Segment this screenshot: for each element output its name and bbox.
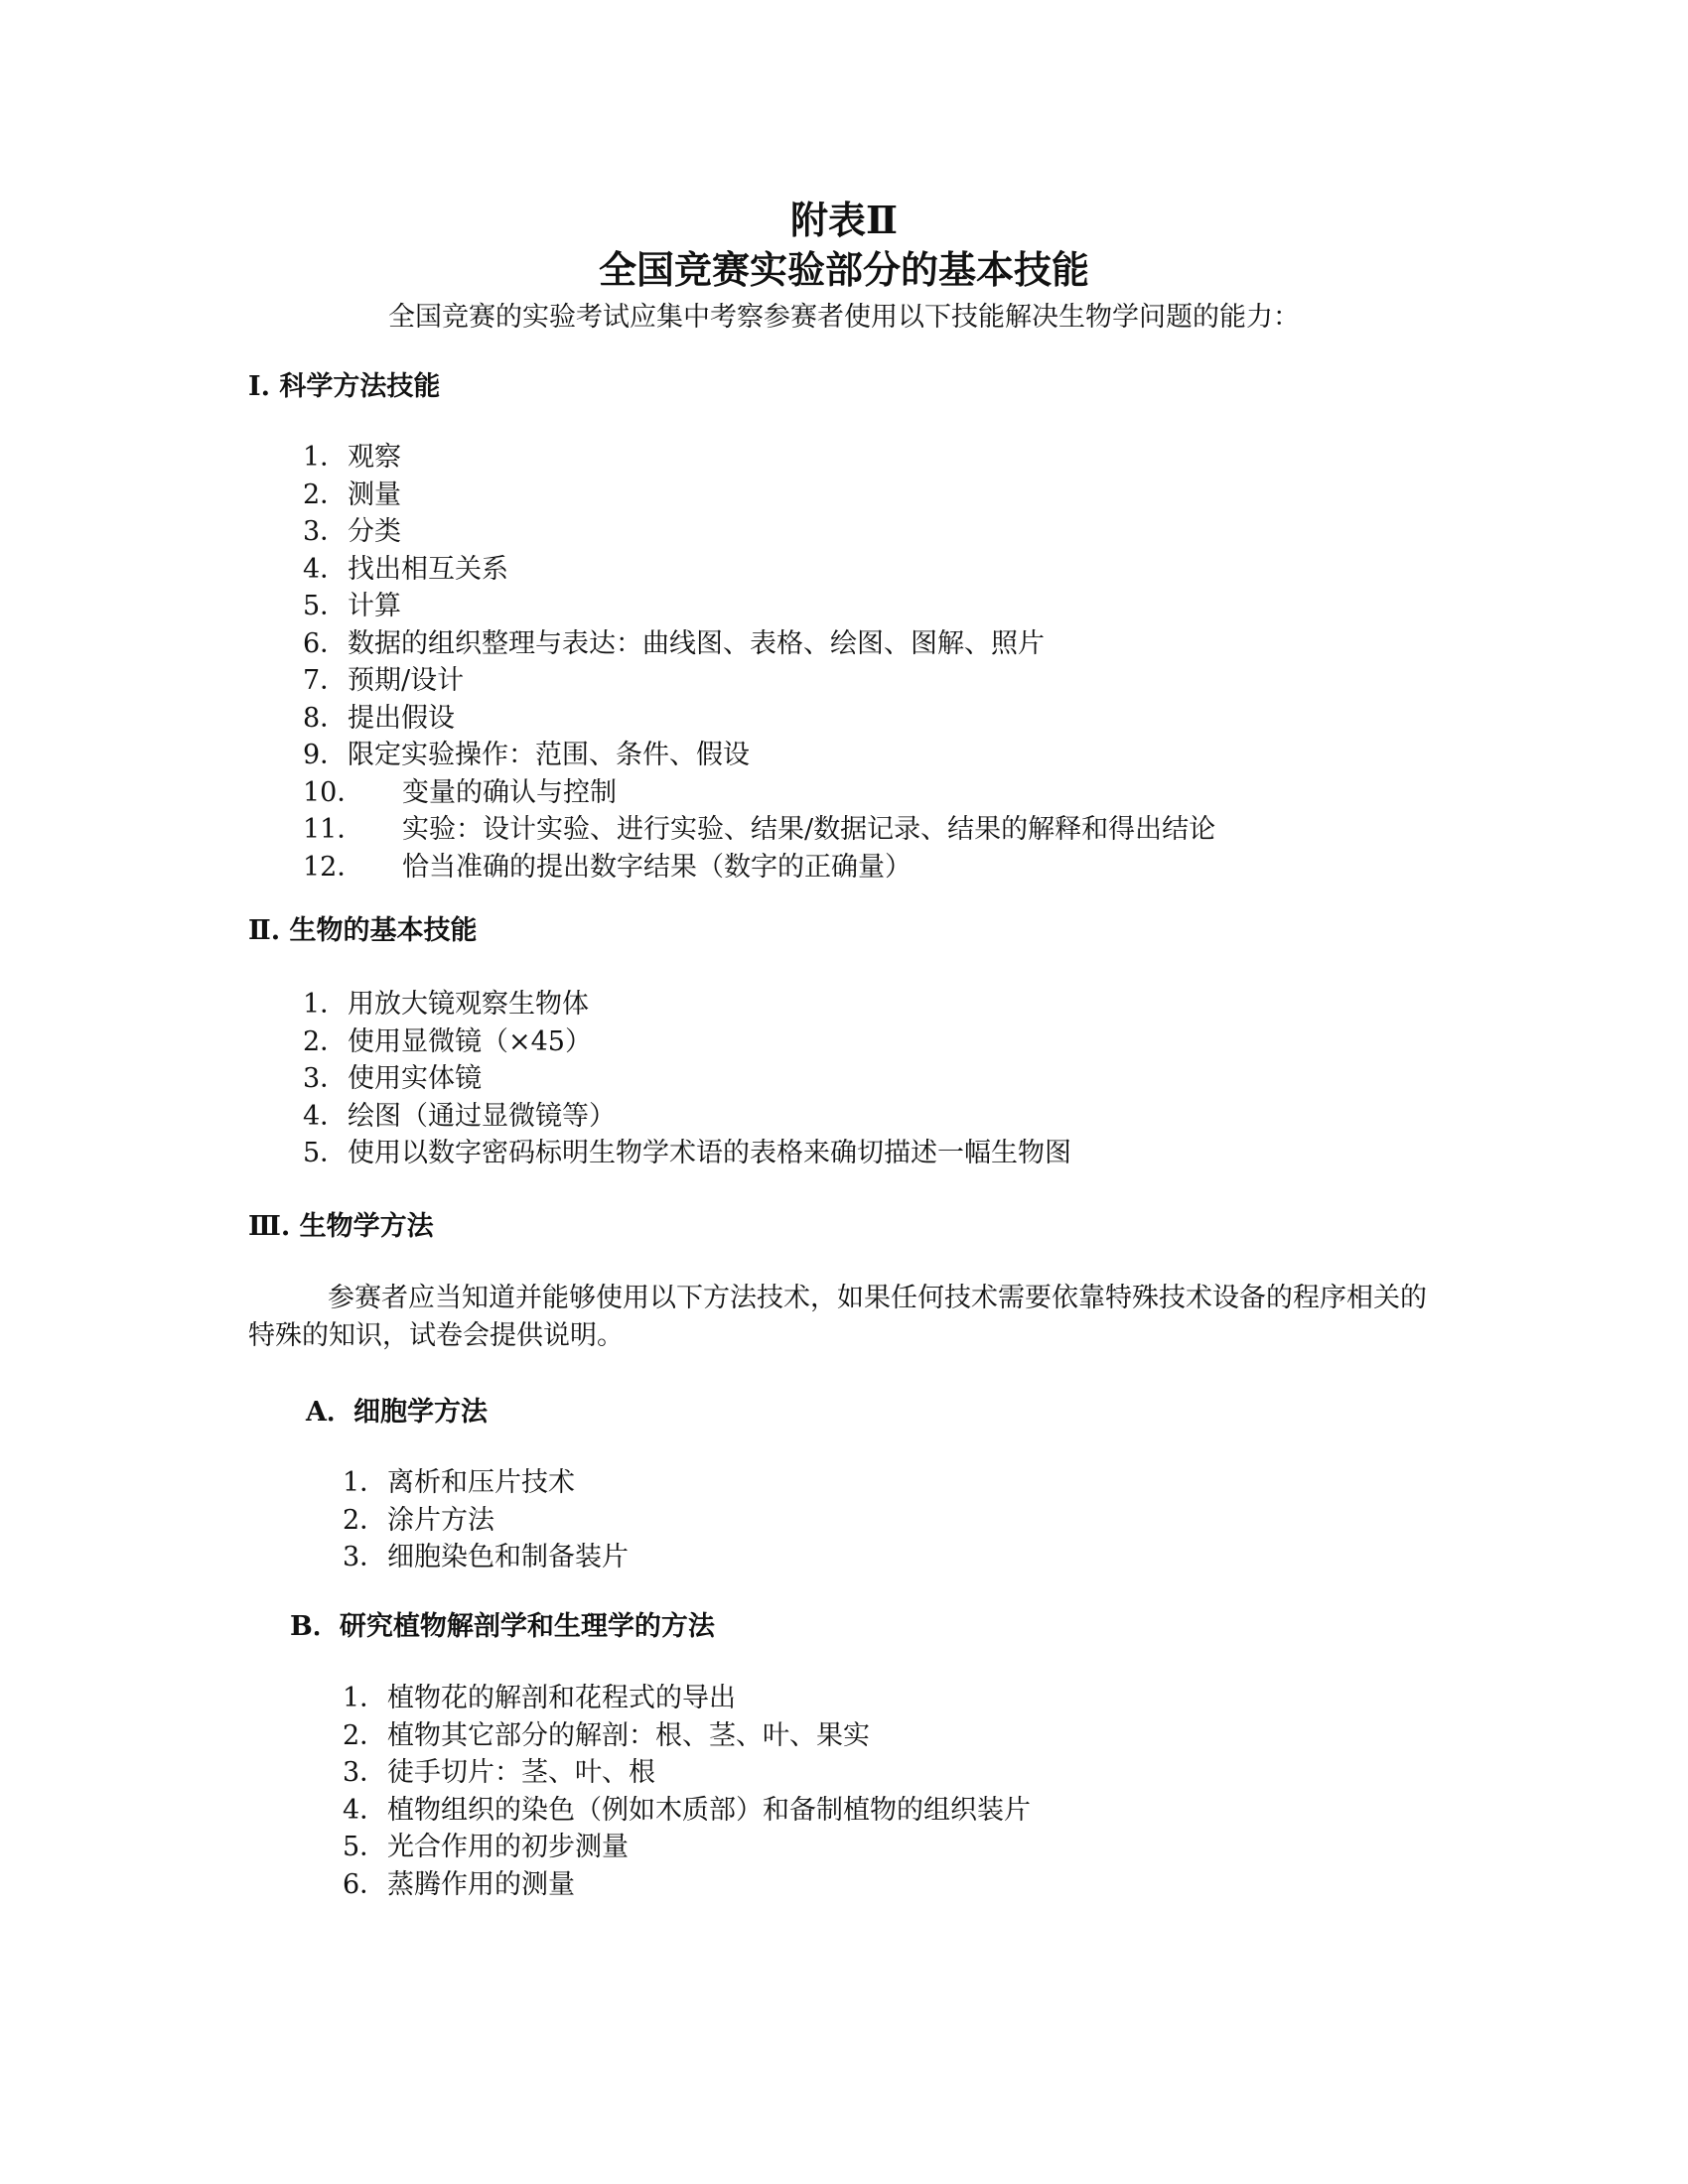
list-item — [343, 1539, 629, 1576]
section-3-paragraph: 参赛者应当知道并能够使用以下方法技术，如果任何技术需要依靠特殊技术设备的程序相关的特殊的知识，试卷会提供说明。 — [248, 1283, 1427, 1351]
list-item — [303, 513, 1215, 551]
item-number: 2． — [303, 1025, 348, 1057]
item-number: 7． — [303, 665, 348, 696]
list-item — [343, 1792, 1031, 1830]
item-text: 分类 — [348, 516, 401, 547]
item-text: 用放大镜观察生物体 — [348, 989, 589, 1020]
item-text: 使用显微镜（×45） — [348, 1025, 592, 1057]
list-item — [303, 662, 1215, 700]
appendix-title: 附表Ⅱ — [789, 198, 899, 242]
item-number: 3． — [343, 1542, 387, 1572]
item-text: 数据的组织整理与表达：曲线图、表格、绘图、图解、照片 — [348, 627, 1045, 659]
item-number: 2． — [343, 1719, 387, 1751]
list-item — [303, 700, 1215, 738]
list-item — [303, 849, 1215, 887]
item-text: 植物花的解剖和花程式的导出 — [387, 1683, 736, 1713]
item-number: 5． — [303, 591, 348, 621]
section-2-list — [303, 986, 1071, 1172]
item-text: 变量的确认与控制 — [402, 776, 617, 808]
intro-text: 全国竞赛的实验考试应集中考察参赛者使用以下技能解决生物学问题的能力： — [388, 302, 1300, 333]
item-text: 预期/设计 — [348, 665, 465, 696]
item-number: 3． — [303, 1063, 348, 1094]
item-number: 1． — [303, 989, 348, 1020]
item-number: 6． — [303, 627, 348, 659]
item-text: 测量 — [348, 478, 401, 510]
item-text: 恰当准确的提出数字结果（数字的正确量） — [402, 851, 912, 883]
item-text: 蒸腾作用的测量 — [387, 1868, 575, 1900]
list-item — [303, 625, 1215, 663]
list-item — [343, 1502, 629, 1540]
item-number: 4． — [303, 1100, 348, 1132]
item-number: 1． — [303, 442, 348, 473]
list-item — [343, 1754, 1031, 1792]
item-text: 观察 — [348, 442, 401, 473]
list-item — [303, 811, 1215, 849]
item-number: 5． — [343, 1832, 387, 1862]
item-number: 10． — [303, 776, 364, 808]
subsection-a-heading: A．细胞学方法 — [306, 1397, 488, 1428]
list-item — [303, 774, 1215, 812]
item-text: 离析和压片技术 — [387, 1467, 575, 1498]
item-text: 找出相互关系 — [348, 553, 508, 585]
subsection-b-list — [343, 1680, 1031, 1903]
item-number: 3． — [343, 1757, 387, 1788]
item-text: 使用以数字密码标明生物学术语的表格来确切描述一幅生物图 — [348, 1138, 1071, 1168]
item-number: 8． — [303, 702, 348, 734]
item-text: 计算 — [348, 591, 401, 621]
section-3-heading: Ⅲ. 生物学方法 — [248, 1211, 434, 1242]
section-1-list — [303, 439, 1215, 886]
list-item — [343, 1866, 1031, 1904]
list-item — [303, 1060, 1071, 1098]
item-text: 细胞染色和制备装片 — [387, 1542, 629, 1572]
item-text: 提出假设 — [348, 702, 455, 734]
item-text: 徒手切片：茎、叶、根 — [387, 1757, 655, 1788]
item-number: 6． — [343, 1868, 387, 1900]
subsection-b-heading: B．研究植物解剖学和生理学的方法 — [290, 1611, 715, 1642]
list-item — [303, 588, 1215, 625]
item-number: 12． — [303, 851, 364, 883]
item-number: 2． — [303, 478, 348, 510]
list-item — [303, 477, 1215, 514]
item-number: 2． — [343, 1504, 387, 1536]
list-item — [303, 1135, 1071, 1172]
list-item — [303, 986, 1071, 1024]
item-text: 植物其它部分的解剖：根、茎、叶、果实 — [387, 1719, 870, 1751]
page-title: 全国竞赛实验部分的基本技能 — [598, 247, 1089, 292]
item-number: 9． — [303, 740, 348, 770]
item-number: 3． — [303, 516, 348, 547]
item-number: 4． — [343, 1794, 387, 1826]
item-number: 1． — [343, 1467, 387, 1498]
list-item — [343, 1829, 1031, 1866]
item-text: 涂片方法 — [387, 1504, 494, 1536]
list-item — [303, 439, 1215, 477]
item-text: 限定实验操作：范围、条件、假设 — [348, 740, 750, 770]
item-text: 植物组织的染色（例如木质部）和备制植物的组织装片 — [387, 1794, 1031, 1826]
list-item — [303, 737, 1215, 774]
item-text: 使用实体镜 — [348, 1063, 482, 1094]
list-item — [343, 1717, 1031, 1755]
list-item — [303, 1024, 1071, 1061]
list-item — [343, 1680, 1031, 1717]
list-item — [303, 1098, 1071, 1136]
item-text: 实验：设计实验、进行实验、结果/数据记录、结果的解释和得出结论 — [402, 814, 1216, 845]
subsection-a-list — [343, 1464, 629, 1576]
item-number: 1． — [343, 1683, 387, 1713]
section-2-heading: Ⅱ. 生物的基本技能 — [248, 915, 478, 946]
section-1-heading: Ⅰ. 科学方法技能 — [248, 371, 441, 402]
item-text: 绘图（通过显微镜等） — [348, 1100, 616, 1132]
item-number: 4． — [303, 553, 348, 585]
item-number: 11． — [303, 814, 364, 845]
list-item — [303, 551, 1215, 589]
list-item — [343, 1464, 629, 1502]
item-number: 5． — [303, 1138, 348, 1168]
item-text: 光合作用的初步测量 — [387, 1832, 629, 1862]
